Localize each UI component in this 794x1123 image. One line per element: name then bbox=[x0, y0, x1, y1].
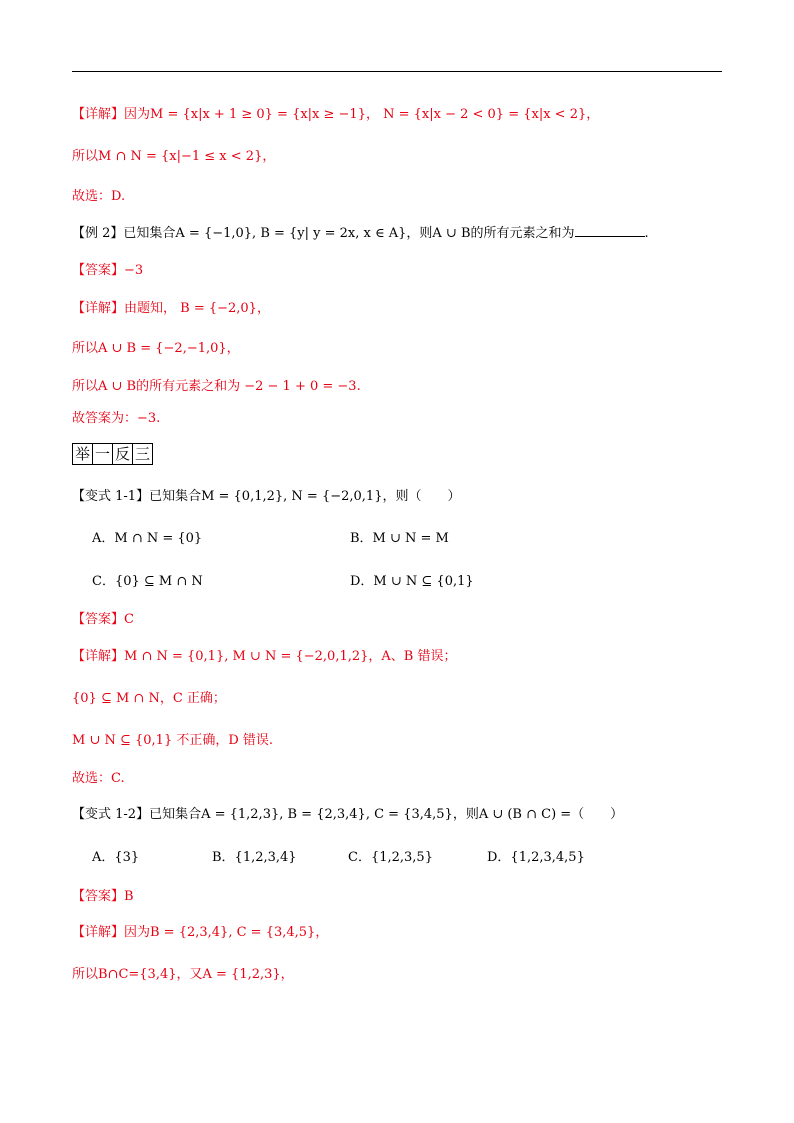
solution-text: 【详解】因为M = {x|x + 1 ≥ 0} = {x|x ≥ −1}， N = {x|x − 2 < 0} = {x|x < 2}， bbox=[72, 107, 600, 122]
option-b: B．M ∪ N = M bbox=[350, 531, 449, 546]
answer-text: 【答案】C bbox=[72, 612, 134, 627]
example-question bbox=[72, 224, 649, 243]
option-d: D．{1,2,3,4,5} bbox=[487, 850, 585, 865]
solution-text: 所以A ∪ B的所有元素之和为 −2 − 1 + 0 = −3. bbox=[72, 379, 361, 394]
answer-text: 【答案】B bbox=[72, 889, 134, 904]
conclusion-text: 故选：C. bbox=[72, 771, 125, 786]
solution-text: 所以M ∩ N = {x|−1 ≤ x < 2}， bbox=[72, 149, 276, 164]
option-d: D．M ∪ N ⊆ {0,1} bbox=[350, 574, 474, 589]
solution-text: M ∪ N ⊆ {0,1} 不正确，D 错误. bbox=[72, 733, 274, 748]
option-a: A．M ∩ N = {0} bbox=[92, 531, 203, 546]
solution-text: 所以B∩C={3,4}，又A = {1,2,3}， bbox=[72, 967, 294, 982]
section-char: 反 bbox=[112, 443, 133, 465]
option-c: C．{0} ⊆ M ∩ N bbox=[92, 574, 203, 589]
variant-question: 【变式 1-2】已知集合A = {1,2,3}, B = {2,3,4}, C = {3,4,5}，则A ∪ (B ∩ C) =（ ） bbox=[72, 807, 624, 822]
option-c: C．{1,2,3,5} bbox=[348, 850, 433, 865]
option-a: A．{3} bbox=[92, 850, 140, 865]
solution-text: 所以A ∪ B = {−2,−1,0}， bbox=[72, 341, 240, 356]
section-char: 三 bbox=[132, 443, 153, 465]
option-b: B．{1,2,3,4} bbox=[212, 850, 297, 865]
solution-text: {0} ⊆ M ∩ N，C 正确； bbox=[72, 691, 226, 706]
answer-text: 【答案】−3 bbox=[72, 263, 144, 278]
section-char: 一 bbox=[92, 443, 113, 465]
question-end: . bbox=[644, 226, 649, 241]
section-char: 举 bbox=[72, 443, 93, 465]
section-heading bbox=[72, 443, 152, 465]
question-text: 【例 2】已知集合A = {−1,0}, B = {y| y = 2x, x ∈ A}，则A ∪ B的所有元素之和为 bbox=[72, 226, 575, 241]
conclusion-text: 故选：D. bbox=[72, 189, 126, 204]
answer-blank bbox=[575, 224, 645, 237]
variant-question: 【变式 1-1】已知集合M = {0,1,2}, N = {−2,0,1}，则（ ） bbox=[72, 489, 461, 504]
solution-text: 【详解】由题知， B = {−2,0}， bbox=[72, 301, 270, 316]
conclusion-text: 故答案为：−3. bbox=[72, 411, 161, 426]
solution-text: 【详解】因为B = {2,3,4}, C = {3,4,5}， bbox=[72, 925, 329, 940]
header-rule bbox=[72, 71, 722, 72]
solution-text: 【详解】M ∩ N = {0,1}, M ∪ N = {−2,0,1,2}，A、B 错误； bbox=[72, 649, 457, 664]
